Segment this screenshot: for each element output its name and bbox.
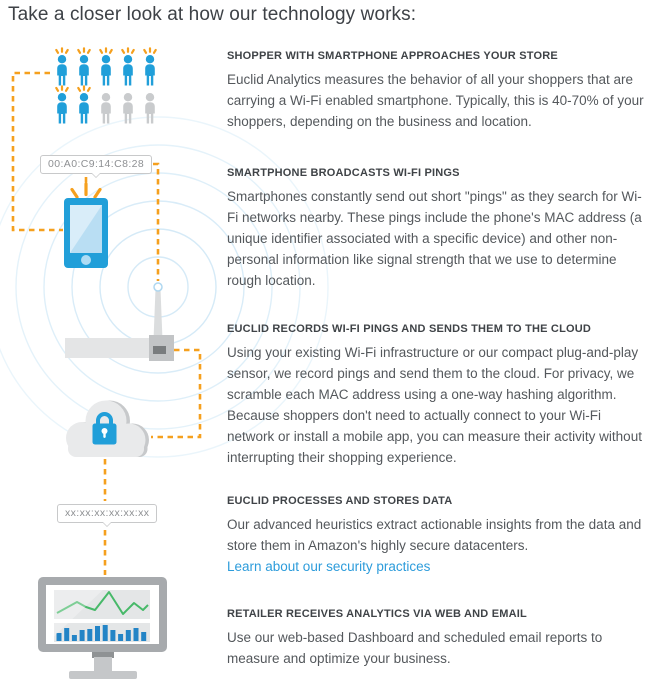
- bar: [141, 632, 146, 641]
- bar: [57, 633, 62, 641]
- step-processes-data: [227, 495, 648, 577]
- person-icon: [101, 93, 111, 124]
- bar: [110, 630, 115, 641]
- ping-icon: [56, 48, 67, 52]
- ping-icon: [100, 48, 111, 52]
- step-heading: SMARTPHONE BROADCASTS WI-FI PINGS: [227, 167, 460, 179]
- ping-icon: [122, 48, 133, 52]
- shoppers-grid: [56, 48, 155, 123]
- bar: [95, 626, 100, 641]
- step-records-pings: [227, 323, 648, 468]
- mac-address-label: 00:A0:C9:14:C8:28: [40, 155, 152, 174]
- ping-icon: [56, 86, 67, 90]
- ping-icon: [72, 184, 100, 197]
- step-heading: EUCLID RECORDS WI-FI PINGS AND SENDS THEM TO THE CLOUD: [227, 323, 592, 335]
- step-smartphone-pings: [227, 167, 648, 291]
- person-icon: [57, 55, 67, 86]
- step-heading: SHOPPER WITH SMARTPHONE APPROACHES YOUR STORE: [227, 50, 558, 62]
- step-body: Use our web-based Dashboard and scheduled email reports to measure and optimize your business.: [227, 630, 603, 666]
- step-body: Smartphones constantly send out short "pings" as they search for Wi-Fi networks nearby. These pings include the phone's MAC address (a unique identifier associated with a specific device) and other non-personal information like signal strength that we use to determine rough location.: [227, 189, 642, 288]
- bar: [126, 630, 131, 641]
- bar: [72, 635, 77, 641]
- person-icon: [101, 55, 111, 86]
- step-retailer-analytics: [227, 608, 648, 669]
- ping-icon: [78, 86, 89, 90]
- cloud-icon: [66, 401, 149, 458]
- bar: [134, 628, 139, 641]
- connector-maclabel-to-router: [133, 164, 158, 281]
- step-body: Euclid Analytics measures the behavior of all your shoppers that are carrying a Wi-Fi enabled smartphone. Typically, this is 40-70% of your shoppers, depending on the business and location.: [227, 72, 644, 129]
- step-heading: RETAILER RECEIVES ANALYTICS VIA WEB AND EMAIL: [227, 608, 527, 620]
- bar: [87, 629, 92, 641]
- person-icon: [145, 55, 155, 86]
- person-icon: [123, 55, 133, 86]
- person-icon: [79, 55, 89, 86]
- person-icon: [57, 93, 67, 124]
- ping-icon: [144, 48, 155, 52]
- security-practices-link[interactable]: Learn about our security practices: [227, 559, 431, 574]
- dashboard-monitor-icon: [38, 577, 167, 679]
- step-body: Our advanced heuristics extract actionable insights from the data and store them in Amazon's highly secure datacenters.: [227, 517, 642, 553]
- hashed-mac-address-label: xx:xx:xx:xx:xx:xx: [57, 504, 157, 523]
- smartphone-icon: [64, 184, 108, 268]
- person-icon: [79, 93, 89, 124]
- bar: [118, 634, 123, 641]
- step-body: Using your existing Wi-Fi infrastructure or our compact plug-and-play sensor, we record pings and send them to the cloud. For privacy, we scramble each MAC address using a one-way hashing algorithm. Because shoppers don't need to actually connect to your Wi-Fi network or install a mobile app, you can measure their activity without interrupting their shopping experience.: [227, 345, 642, 465]
- person-icon: [145, 93, 155, 124]
- bar: [64, 628, 69, 641]
- page-title: Take a closer look at how our technology works:: [8, 4, 417, 25]
- ping-icon: [78, 48, 89, 52]
- bar: [80, 630, 85, 641]
- wifi-router-icon: [65, 283, 174, 361]
- step-heading: EUCLID PROCESSES AND STORES DATA: [227, 495, 453, 507]
- connector-router-to-cloud: [151, 350, 200, 437]
- step-shopper-approaches: [227, 50, 648, 132]
- bar: [103, 625, 108, 641]
